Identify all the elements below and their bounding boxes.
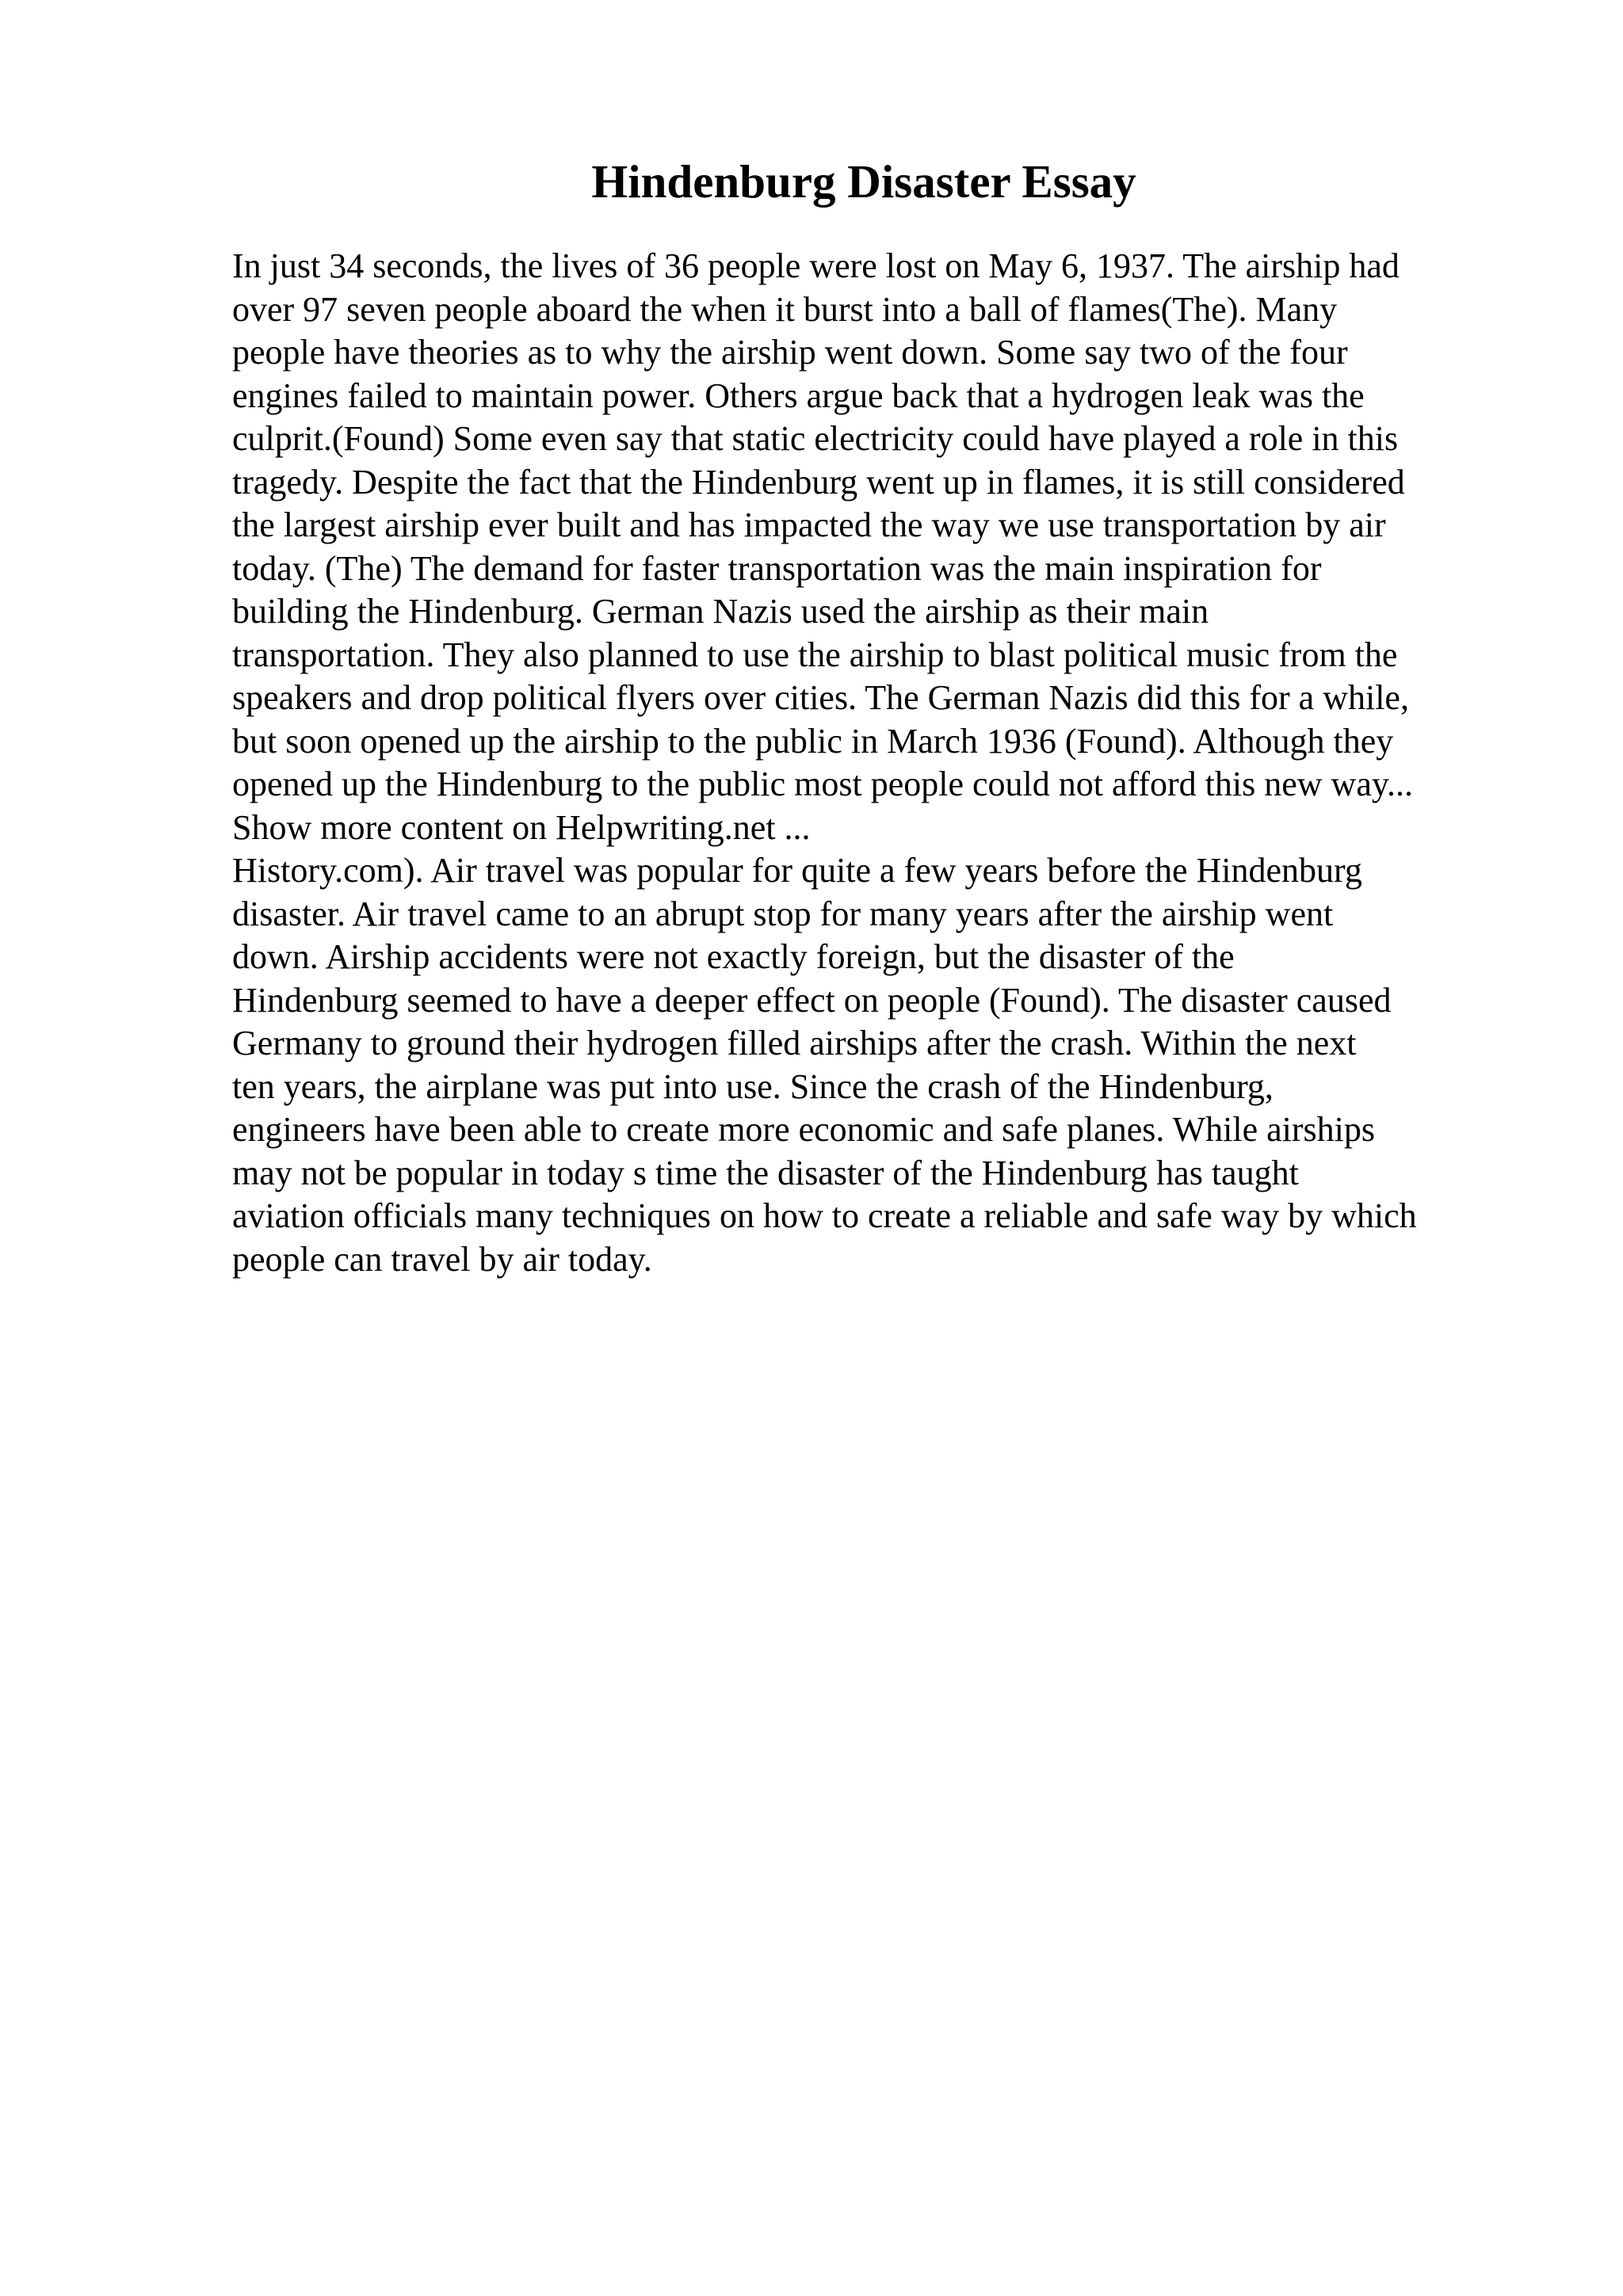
text-line: engines failed to maintain power. Others argue back that a hydrogen leak was the — [232, 376, 1365, 415]
text-line: transportation. They also planned to use the airship to blast political music from the — [232, 635, 1398, 674]
text-line: ten years, the airplane was put into use. Since the crash of the Hindenburg, — [232, 1066, 1274, 1106]
text-line: may not be popular in today s time the disaster of the Hindenburg has taught — [232, 1153, 1299, 1192]
text-line: Hindenburg seemed to have a deeper effect on people (Found). The disaster caused — [232, 980, 1392, 1020]
text-line: opened up the Hindenburg to the public most people could not afford this new way... — [232, 765, 1414, 803]
text-line: over 97 seven people aboard the when it burst into a ball of flames(The). Many — [232, 289, 1338, 329]
text-line: but soon opened up the airship to the public in March 1936 (Found). Although they — [232, 721, 1394, 761]
essay-body — [232, 245, 1516, 1281]
text-line: people have theories as to why the airship went down. Some say two of the four — [232, 333, 1348, 372]
text-line: tragedy. Despite the fact that the Hindenburg went up in flames, it is still considered — [232, 462, 1405, 502]
text-line: culprit.(Found) Some even say that static electricity could have played a role in this — [232, 419, 1399, 458]
text-line: aviation officials many techniques on how to create a reliable and safe way by which — [232, 1196, 1417, 1235]
text-line: In just 34 seconds, the lives of 36 people were lost on May 6, 1937. The airship had — [232, 246, 1400, 285]
page-title: Hindenburg Disaster Essay — [591, 155, 1136, 208]
text-line: Germany to ground their hydrogen filled airships after the crash. Within the next — [232, 1024, 1357, 1062]
text-line: the largest airship ever built and has impacted the way we use transportation by air — [232, 505, 1386, 544]
text-line: down. Airship accidents were not exactly foreign, but the disaster of the — [232, 937, 1235, 976]
text-line: History.com). Air travel was popular for quite a few years before the Hindenburg — [232, 851, 1362, 890]
text-line: disaster. Air travel came to an abrupt stop for many years after the airship went — [232, 894, 1334, 933]
text-line: people can travel by air today. — [232, 1239, 652, 1279]
text-line: engineers have been able to create more economic and safe planes. While airships — [232, 1110, 1376, 1149]
text-line: today. (The) The demand for faster transportation was the main inspiration for — [232, 548, 1322, 588]
text-line: building the Hindenburg. German Nazis used the airship as their main — [232, 592, 1209, 631]
show-more-line: Show more content on Helpwriting.net ... — [232, 807, 811, 847]
text-line: speakers and drop political flyers over cities. The German Nazis did this for a while, — [232, 678, 1409, 717]
